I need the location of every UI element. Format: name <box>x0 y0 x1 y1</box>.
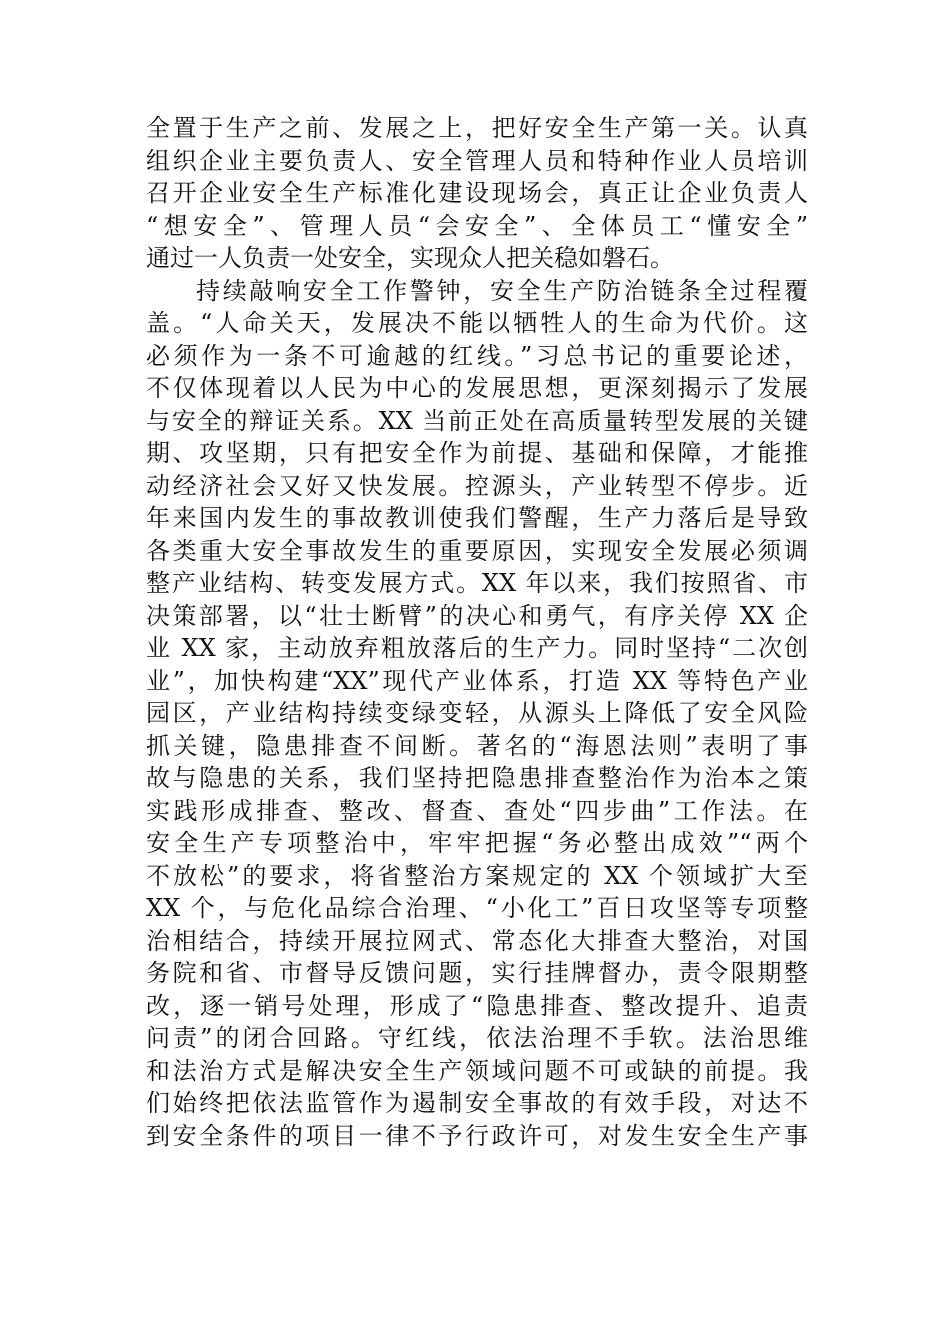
text-line: 决策部署，以“壮士断臂”的决心和勇气，有序关停 XX 企 <box>146 601 808 630</box>
text-line: 必须作为一条不可逾越的红线。”习总书记的重要论述， <box>146 341 808 370</box>
text-line: 园区，产业结构持续变绿变轻，从源头上降低了安全风险 <box>146 699 808 727</box>
text-line: 业 XX 家，主动放弃粗放落后的生产力。同时坚持“二次创 <box>146 634 808 662</box>
text-line: 和法治方式是解决安全生产领域问题不可或缺的前提。我 <box>146 1056 808 1085</box>
text-line: 务院和省、市督导反馈问题，实行挂牌督办，责令限期整 <box>146 959 808 987</box>
text-line: 们始终把依法监管作为遏制安全事故的有效手段，对达不 <box>146 1089 808 1117</box>
text-line: 整产业结构、转变发展方式。XX 年以来，我们按照省、市 <box>146 569 808 597</box>
text-line: 与安全的辩证关系。XX 当前正处在高质量转型发展的关键 <box>146 406 808 435</box>
text-line: “想安全”、管理人员“会安全”、全体员工“懂安全” <box>146 211 808 240</box>
text-line: 持续敲响安全工作警钟，安全生产防治链条全过程覆 <box>196 276 808 305</box>
text-line: 不放松”的要求，将省整治方案规定的 XX 个领域扩大至 <box>146 861 808 890</box>
text-line: 不仅体现着以人民为中心的发展思想，更深刻揭示了发展 <box>146 374 808 402</box>
text-line: 通过一人负责一处安全，实现众人把关稳如磐石。 <box>146 244 674 272</box>
text-line: 动经济社会又好又快发展。控源头，产业转型不停步。近 <box>146 471 808 500</box>
text-line: 召开企业安全生产标准化建设现场会，真正让企业负责人 <box>146 179 808 207</box>
text-line: 各类重大安全事故发生的重要原因，实现安全发展必须调 <box>146 536 808 565</box>
text-line: 故与隐患的关系，我们坚持把隐患排查整治作为治本之策 <box>146 764 808 792</box>
text-line: 治相结合，持续开展拉网式、常态化大排查大整治，对国 <box>146 926 808 955</box>
text-line: 年来国内发生的事故教训使我们警醒，生产力落后是导致 <box>146 504 808 532</box>
text-line: 盖。“人命关天，发展决不能以牺牲人的生命为代价。这 <box>146 309 808 337</box>
text-line: 实践形成排查、整改、督查、查处“四步曲”工作法。在 <box>146 796 808 825</box>
text-line: 期、攻坚期，只有把安全作为前提、基础和保障，才能推 <box>146 439 808 467</box>
text-line: 改，逐一销号处理，形成了“隐患排查、整改提升、追责 <box>146 991 808 1020</box>
text-line: XX 个，与危化品综合治理、“小化工”百日攻坚等专项整 <box>146 894 808 922</box>
text-line: 问责”的闭合回路。守红线，依法治理不手软。法治思维 <box>146 1024 808 1052</box>
text-line: 抓关键，隐患排查不间断。著名的“海恩法则”表明了事 <box>146 731 808 760</box>
text-line: 全置于生产之前、发展之上，把好安全生产第一关。认真 <box>146 114 808 142</box>
text-line: 组织企业主要负责人、安全管理人员和特种作业人员培训 <box>146 146 808 175</box>
text-line: 安全生产专项整治中，牢牢把握“务必整出成效”“两个 <box>146 829 808 857</box>
body-text <box>146 112 808 1152</box>
text-line: 业”，加快构建“XX”现代产业体系，打造 XX 等特色产业 <box>146 666 808 695</box>
text-line: 到安全条件的项目一律不予行政许可，对发生安全生产事 <box>146 1121 808 1150</box>
